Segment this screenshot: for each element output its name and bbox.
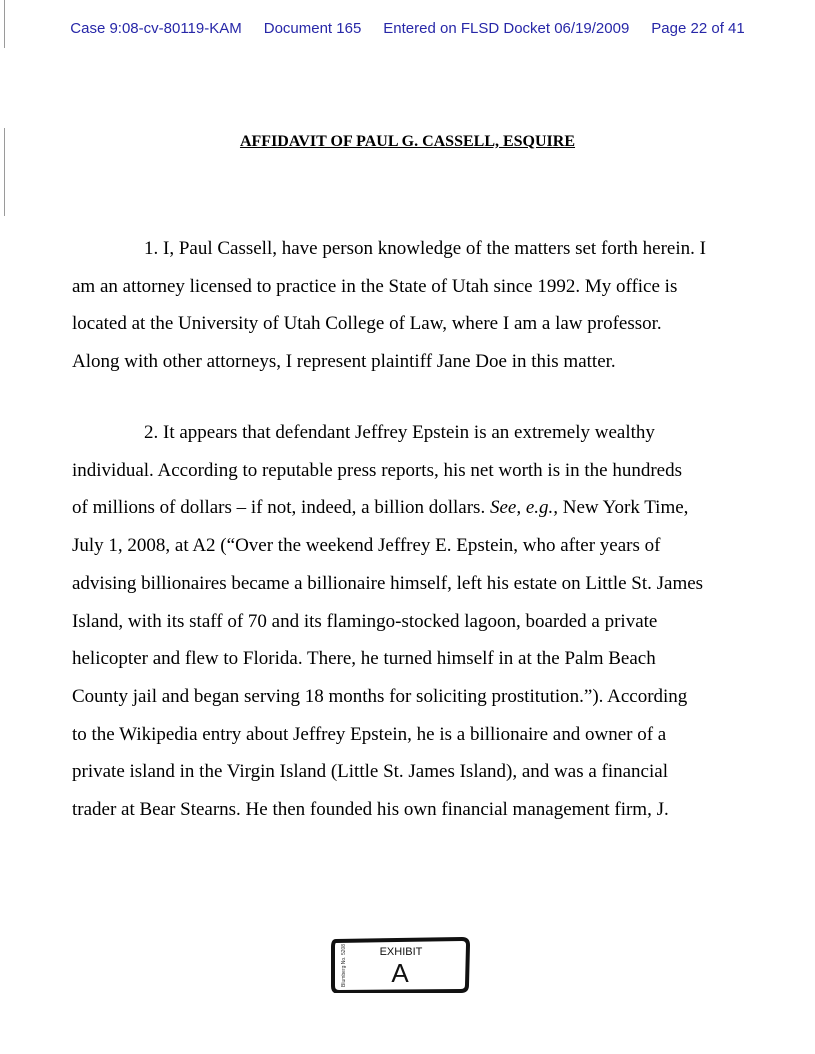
paragraph-line: Along with other attorneys, I represent plaintiff Jane Doe in this matter. [72,351,616,373]
page-title: AFFIDAVIT OF PAUL G. CASSELL, ESQUIRE [239,133,576,150]
paragraph-line: am an attorney licensed to practice in the State of Utah since 1992. My office is [72,275,678,297]
paragraph-line [72,489,748,527]
stamp-letter: A [391,958,409,988]
paragraph-line: 2. It appears that defendant Jeffrey Epstein is an extremely wealthy [144,422,655,443]
paragraph-line: Island, with its staff of 70 and its flamingo-stocked lagoon, boarded a private [72,610,658,632]
exhibit-stamp [330,937,470,993]
paragraph-line: helicopter and flew to Florida. There, he turned himself in at the Palm Beach [72,648,656,670]
paragraph-line: trader at Bear Stearns. He then founded his own financial management firm, J. [72,799,669,821]
paragraph-line: 1. I, Paul Cassell, have person knowledge of the matters set forth herein. I [144,238,706,259]
paragraph-line: to the Wikipedia entry about Jeffrey Epstein, he is a billionaire and owner of a [72,723,667,745]
paragraph-line: advising billionaires became a billionaire himself, left his estate on Little St. James [72,572,704,594]
citation-signal: See, e.g., [489,497,559,519]
stamp-label: EXHIBIT [379,946,423,958]
docket-header [0,20,815,37]
citation-source: New York Time, [558,497,689,519]
line-text: of millions of dollars – if not, indeed, a billion dollars. [72,497,486,519]
paragraph-line: individual. According to reputable press reports, his net worth is in the hundreds [72,459,682,481]
paragraph-line: July 1, 2008, at A2 (“Over the weekend Jeffrey E. Epstein, who after years of [72,535,661,557]
paragraph-line: County jail and began serving 18 months for soliciting prostitution.”). According [72,685,688,707]
paragraph-line: located at the University of Utah College of Law, where I am a law professor. [72,313,662,335]
paragraph-1 [72,230,748,381]
case-number: Case 9:08-cv-80119-KAM [70,20,242,37]
page-number: Page 22 of 41 [651,20,745,37]
paragraph-2 [72,414,748,829]
stamp-side-text: Blumberg No. 5208 [341,943,347,987]
paragraph-line: private island in the Virgin Island (Little St. James Island), and was a financial [72,761,668,783]
docket-entry: Entered on FLSD Docket 06/19/2009 [383,20,630,37]
document-number: Document 165 [263,20,362,37]
